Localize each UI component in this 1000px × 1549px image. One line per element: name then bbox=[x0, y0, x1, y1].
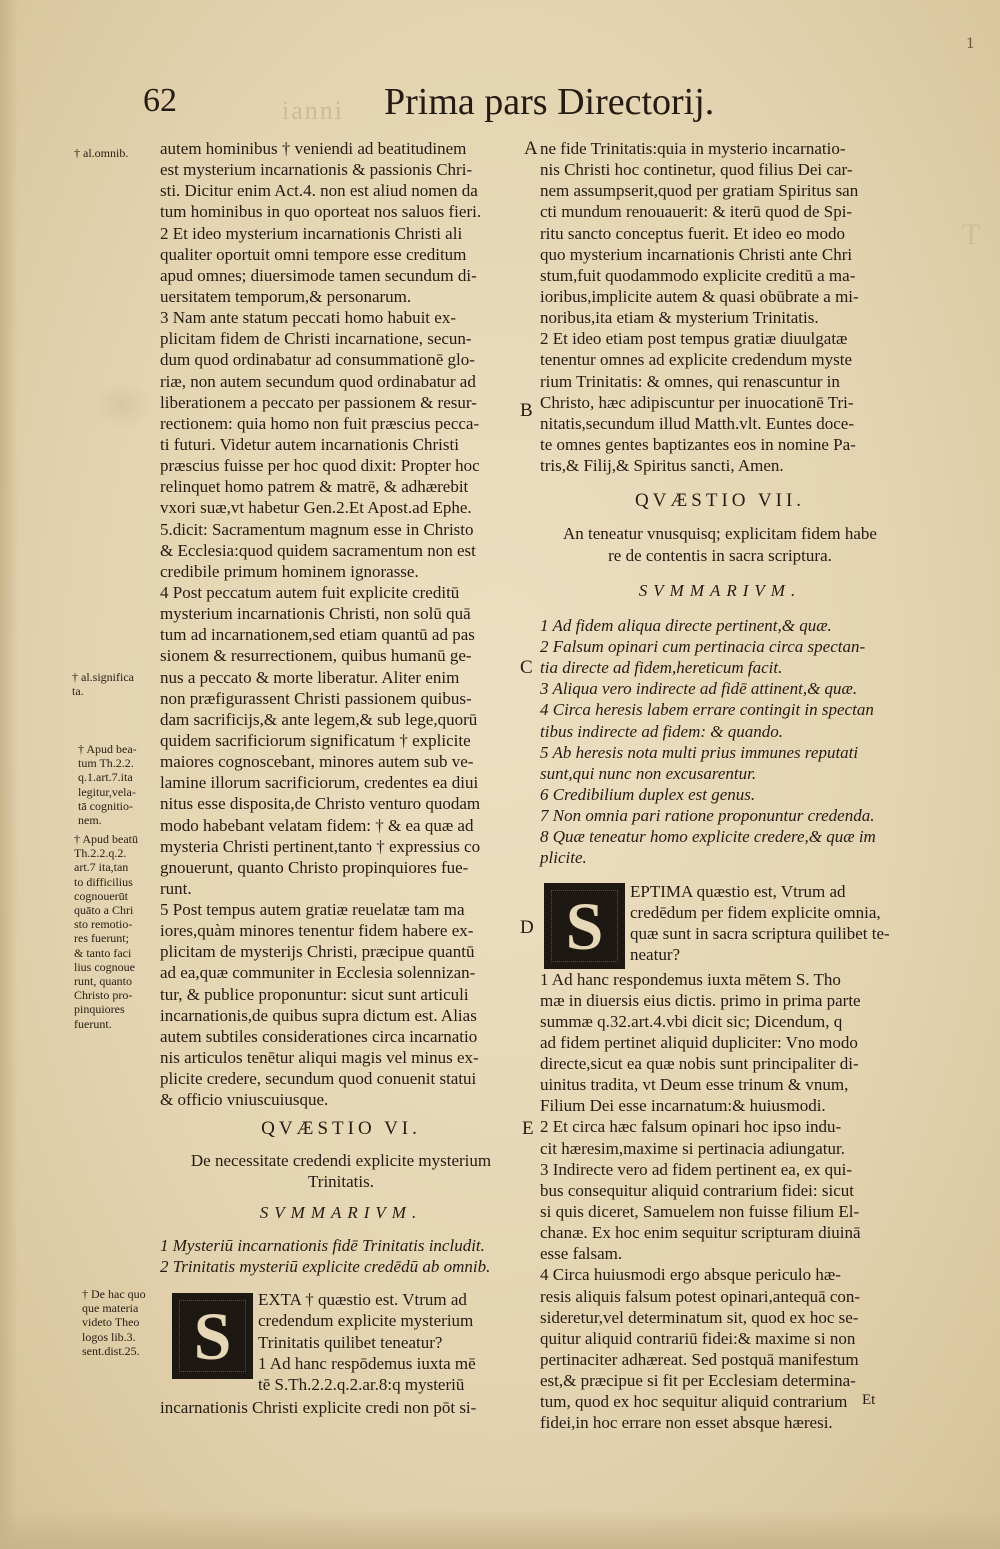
text-line: & officio vniuscuiusque. bbox=[160, 1090, 329, 1110]
question-vii-summary-item: tia directe ad fidem,hereticum facit. bbox=[540, 658, 783, 678]
text-line: mysteria Christi pertinent,tanto † expressius co bbox=[160, 836, 481, 856]
text-line: resis aliquis falsum potest opinari,antequā con- bbox=[540, 1286, 861, 1306]
question-vii-summary-item: 1 Ad fidem aliqua directe pertinent,& quæ. bbox=[540, 615, 832, 635]
right-column bbox=[540, 138, 900, 1434]
text-line: ne fide Trinitatis:quia in mysterio incarnatio- bbox=[540, 139, 846, 158]
marginal-note bbox=[78, 742, 137, 827]
text-line: nis articulos tenētur aliqui magis vel minus ex- bbox=[160, 1048, 479, 1068]
text-line: chanæ. Ex hoc enim sequitur scripturam diuinā bbox=[540, 1223, 861, 1243]
text-line: Christo, hæc adipiscuntur per inuocationē Tri- bbox=[540, 392, 854, 412]
question-vii-title-line: An teneatur vnusquisq; explicitam fidem habe bbox=[563, 524, 877, 544]
text-line: tum hominibus in quo oporteat nos saluos fieri. bbox=[160, 202, 482, 222]
text-line: directe,sicut ea quæ nobis sunt principaliter di- bbox=[540, 1054, 859, 1074]
text-line: plicitam de mysterijs Christi, præcipue quantū bbox=[160, 942, 475, 962]
section-letter-b: B bbox=[520, 400, 533, 421]
marginal-note-line: pinquiores bbox=[74, 1002, 125, 1017]
text-line: rium Trinitatis: & omnes, qui renascuntur in bbox=[540, 371, 840, 391]
decorated-initial: S bbox=[544, 883, 625, 969]
page-bottom-shadow bbox=[0, 1509, 1000, 1549]
text-line: uinitus tradita, vt Deum esse trinum & vnum, bbox=[540, 1075, 849, 1095]
text-line: tenentur omnes ad explicite credendum myste bbox=[540, 350, 853, 370]
question-vi-intro-line: credendum explicite mysterium bbox=[258, 1311, 474, 1331]
text-line: riæ, non autem secundum quod ordinabatur ad bbox=[160, 371, 476, 391]
question-vi-summary-item: 2 Trinitatis mysteriū explicite credēdū ab omnib. bbox=[160, 1257, 491, 1277]
section-letter-d: D bbox=[520, 917, 534, 938]
question-vii-summary-item: tibus indirecte ad fidem: & quando. bbox=[540, 721, 784, 741]
question-vii-intro-line: quæ sunt in sacra scriptura quilibet te- bbox=[630, 923, 890, 943]
marginal-note-line: Christo pro- bbox=[74, 988, 133, 1003]
text-line: autem hominibus † veniendi ad beatitudinem bbox=[160, 139, 467, 158]
marginal-note-line: videto Theo bbox=[82, 1315, 140, 1330]
bleed-through-letter: T bbox=[962, 218, 981, 251]
marginal-note-line: tā cognitio- bbox=[78, 798, 133, 813]
text-line: dam sacrificijs,& ante legem,& sub lege,quorū bbox=[160, 709, 478, 729]
question-vi-intro-line: tē S.Th.2.2.q.2.ar.8:q mysteriū bbox=[258, 1374, 465, 1394]
question-vii-summary bbox=[540, 615, 900, 869]
text-line: 3 Nam ante statum peccati homo habuit ex- bbox=[160, 308, 456, 328]
text-line: & Ecclesia:quod quidem sacramentum non est bbox=[160, 540, 476, 560]
text-line: ti futuri. Videtur autem incarnationis Christi bbox=[160, 434, 459, 454]
marginal-note-line: ta. bbox=[72, 684, 84, 699]
question-vi-title-line: De necessitate credendi explicite mysterium bbox=[190, 1150, 492, 1170]
text-line: sionem & resurrectionem, quibus humanū ge- bbox=[160, 646, 472, 666]
text-line: pertinaciter adhæreat. Sed postquā manifestum bbox=[540, 1350, 859, 1370]
page-number: 62 bbox=[143, 82, 177, 119]
text-line: gnouerunt, quanto Christo propinquiores fue- bbox=[160, 857, 469, 877]
text-line: stum,fuit quodammodo explicite creditū a ma- bbox=[540, 265, 856, 285]
question-vii-body bbox=[540, 969, 900, 1434]
question-vi-title-line: Trinitatis. bbox=[308, 1171, 374, 1191]
marginal-note-line: tum Th.2.2. bbox=[78, 756, 134, 771]
text-line: 4 Post peccatum autem fuit explicite creditū bbox=[160, 582, 460, 602]
question-vii-summary-item: 6 Credibilium duplex est genus. bbox=[540, 784, 756, 804]
text-line: ioribus,implicite autem & quasi obūbrate a mi- bbox=[540, 286, 859, 306]
marginal-note-line: lius cognoue bbox=[74, 959, 135, 974]
text-line: plicitam fidem de Christi incarnatione, secun- bbox=[160, 329, 472, 349]
text-line: nem assumpserit,quod per gratiam Spiritus san bbox=[540, 181, 859, 201]
question-vi-intro bbox=[160, 1289, 522, 1397]
text-line: maiores cognoscebant, minores autem sub ve- bbox=[160, 752, 474, 772]
running-head-title: Prima pars Directorij. bbox=[384, 81, 715, 123]
corner-mark: 1 bbox=[966, 36, 975, 52]
question-vii-summary-item: plicite. bbox=[540, 848, 587, 868]
question-vi-intro-line: incarnationis Christi explicite credi non pōt si- bbox=[160, 1398, 477, 1418]
marginal-note-line: res fuerunt; bbox=[74, 931, 129, 946]
text-line: noribus,ita etiam & mysterium Trinitatis. bbox=[540, 308, 819, 328]
text-line: quidem sacrificiorum significatum † explicite bbox=[160, 730, 471, 750]
marginal-note-line: to difficilius bbox=[74, 874, 133, 889]
text-line: mysterium incarnationis Christi, non solū quā bbox=[160, 604, 471, 624]
text-line: tris,& Filij,& Spiritus sancti, Amen. bbox=[540, 456, 784, 476]
text-line: nis Christi hoc continetur, quod filius Dei car- bbox=[540, 160, 853, 180]
question-vii-intro-line: credēdum per fidem explicite omnia, bbox=[630, 902, 881, 922]
bleed-through-text: ianni bbox=[282, 96, 344, 125]
marginal-note-line: & tanto faci bbox=[74, 945, 132, 960]
text-line: dum quod ordinabatur ad consummationē glo- bbox=[160, 350, 475, 370]
section-letter-c: C bbox=[520, 657, 533, 678]
marginal-note-line: † Apud beatū bbox=[74, 832, 138, 846]
question-vii-summary-item: 5 Ab heresis nota multi prius immunes reputati bbox=[540, 742, 859, 762]
text-line: lamine illorum sacrificiorum, credentes ea diui bbox=[160, 773, 479, 793]
question-vii-summarium: SVMMARIVM. bbox=[638, 580, 802, 600]
text-line: quitur aliquid contrariū fidei:& maxime si non bbox=[540, 1328, 856, 1348]
text-line: nus a peccato & morte liberatur. Aliter enim bbox=[160, 667, 460, 687]
right-column-top bbox=[540, 138, 900, 476]
marginal-note-line: fuerunt. bbox=[74, 1016, 112, 1031]
text-line: cti mundum renouauerit: & iterū quod de Spi- bbox=[540, 202, 853, 222]
paper-stain bbox=[92, 380, 152, 430]
left-column bbox=[160, 138, 522, 1418]
text-line: vxori suæ,vt habetur Gen.2.Et Apost.ad Ephe. bbox=[160, 498, 472, 518]
text-line: modo habebant velatam fidem: † & ea quæ ad bbox=[160, 815, 474, 835]
section-letter-a: A bbox=[524, 138, 538, 159]
text-line: relinquet homo patrem & matrē, & adhærebit bbox=[160, 477, 469, 497]
marginal-note-line: quāto a Chri bbox=[74, 903, 134, 918]
text-line: credibile primum hominem ignorasse. bbox=[160, 561, 419, 581]
marginal-note bbox=[82, 1287, 146, 1358]
text-line: cit hæresim,maxime si pertinacia adiungatur. bbox=[540, 1138, 845, 1158]
text-line: non præfigurassent Christi passionem quibus- bbox=[160, 688, 472, 708]
text-line: nitus esse disposita,de Christo venturo quodam bbox=[160, 794, 481, 814]
text-line: præscius fuisse per hoc quod dixit: Propter hoc bbox=[160, 456, 480, 476]
text-line: 1 Ad hanc respondemus iuxta mētem S. Tho bbox=[540, 969, 841, 989]
question-vi-intro-line: Trinitatis quilibet teneatur? bbox=[258, 1332, 443, 1352]
question-vii-heading: QVÆSTIO VII. bbox=[634, 490, 806, 512]
question-vii-summary-item: 8 Quæ teneatur homo explicite credere,& quæ im bbox=[540, 827, 876, 847]
text-line: tur, & publice proponuntur: sicut sunt articuli bbox=[160, 984, 469, 1004]
text-line: 4 Circa huiusmodi ergo absque periculo hæ- bbox=[540, 1265, 841, 1285]
question-vi-heading: QVÆSTIO VI. bbox=[261, 1118, 421, 1140]
question-vii-intro-line: neatur? bbox=[630, 944, 681, 964]
marginal-note-line: Th.2.2.q.2. bbox=[74, 846, 127, 861]
text-line: sti. Dicitur enim Act.4. non est aliud nomen da bbox=[160, 181, 478, 201]
text-line: uersitatem temporum,& personarum. bbox=[160, 286, 412, 306]
marginal-note-line: logos lib.3. bbox=[82, 1329, 136, 1344]
text-line: runt. bbox=[160, 878, 192, 898]
text-line: est,& præcipue si fit per Ecclesiam determina- bbox=[540, 1371, 856, 1391]
text-line: nitatis,secundum illud Matth.vlt. Euntes doce- bbox=[540, 413, 854, 433]
text-line: ad fidem pertinet aliquid dupliciter: Vno modo bbox=[540, 1032, 858, 1052]
question-vii-intro bbox=[540, 881, 900, 969]
marginal-note-line: sto remotio- bbox=[74, 917, 133, 932]
text-line: bus consequitur aliquid contrarium fidei: sicut bbox=[540, 1180, 854, 1200]
marginal-note-line: art.7 ita,tan bbox=[74, 860, 129, 875]
text-line: est mysterium incarnationis & passionis Chri- bbox=[160, 160, 473, 180]
text-line: tum, quod ex hoc sequitur aliquid contrarium bbox=[540, 1392, 848, 1412]
text-line: summæ q.32.art.4.vbi dicit sic; Dicendum, q bbox=[540, 1011, 843, 1031]
text-line: iores,quàm minores tenentur fidem habere ex- bbox=[160, 921, 474, 941]
marginal-note-line: † Apud bea- bbox=[78, 742, 137, 756]
marginal-note bbox=[74, 832, 138, 1031]
text-line: 5 Post tempus autem gratiæ reuelatæ tam ma bbox=[160, 900, 465, 920]
text-line: 3 Indirecte vero ad fidem pertinent ea, ex qui- bbox=[540, 1159, 853, 1179]
question-vii-summary-item: sunt,qui nunc non excusarentur. bbox=[540, 763, 757, 783]
question-vii-intro-line: EPTIMA quæstio est, Vtrum ad bbox=[630, 881, 846, 901]
text-line: ad ea,quæ communiter in Ecclesia solennizan- bbox=[160, 963, 476, 983]
marginal-note-line: legitur,vela- bbox=[78, 784, 136, 799]
text-line: si quis diceret, Samuelem non fuisse filium El- bbox=[540, 1202, 860, 1222]
marginal-note bbox=[74, 146, 128, 160]
text-line: Filium Dei esse incarnatum:& huiusmodi. bbox=[540, 1096, 826, 1116]
question-vii-title-line: re de contentis in sacra scriptura. bbox=[608, 545, 832, 565]
page-edge-shadow bbox=[0, 0, 18, 1549]
question-vi-intro-line: 1 Ad hanc respōdemus iuxta mē bbox=[258, 1353, 476, 1373]
text-line: 2 Et circa hæc falsum opinari hoc ipso indu- bbox=[540, 1117, 842, 1137]
text-line: apud omnes; diuersimode tamen secundum di- bbox=[160, 265, 477, 285]
question-vi-summary-item: 1 Mysteriū incarnationis fidē Trinitatis includit. bbox=[160, 1236, 485, 1256]
question-vii-summary-item: 2 Falsum opinari cum pertinacia circa spectan- bbox=[540, 636, 866, 656]
text-line: te omnes gentes baptizantes eos in nomine Pa- bbox=[540, 434, 856, 454]
marginal-note-line: † al.omnib. bbox=[74, 146, 129, 160]
marginal-note-line: q.1.art.7.ita bbox=[78, 770, 133, 785]
marginal-note-line: sent.dist.25. bbox=[82, 1343, 140, 1358]
text-line: esse falsam. bbox=[540, 1244, 623, 1264]
text-line: 5.dicit: Sacramentum magnum esse in Christo bbox=[160, 519, 474, 539]
marginal-note-line: que materia bbox=[82, 1301, 139, 1316]
text-line: quo mysterium incarnationis Christi ante Chri bbox=[540, 244, 853, 264]
question-vii-summary-item: 7 Non omnia pari ratione proponuntur credenda. bbox=[540, 806, 875, 826]
text-line: 2 Et ideo etiam post tempus gratiæ diuulgatæ bbox=[540, 329, 848, 349]
text-line: plicite credere, secundum quod conuenit statui bbox=[160, 1069, 477, 1089]
question-vii-summary-item: 4 Circa heresis labem errare contingit in spectan bbox=[540, 700, 874, 720]
text-line: fidei,in hoc errare non esset absque hæresi. bbox=[540, 1413, 833, 1433]
text-line: incarnationis,de quibus supra dictum est. Alias bbox=[160, 1005, 477, 1025]
marginal-note-line: † De hac quo bbox=[82, 1287, 146, 1301]
question-vi-intro-line: EXTA † quæstio est. Vtrum ad bbox=[258, 1290, 467, 1310]
text-line: qualiter oportuit omni tempore esse creditum bbox=[160, 244, 467, 264]
marginal-note-line: runt, quanto bbox=[74, 974, 132, 989]
text-line: liberationem a peccato per passionem & resur- bbox=[160, 392, 477, 412]
marginal-note-line: † al.significa bbox=[72, 670, 134, 684]
catchword: Et bbox=[862, 1392, 876, 1408]
text-line: ritu sancto conceptus fuerit. Et ideo eo modo bbox=[540, 223, 845, 243]
marginal-note-line: cognouerūt bbox=[74, 888, 128, 903]
text-line: tum ad incarnationem,sed etiam quantū ad pas bbox=[160, 625, 475, 645]
marginal-note bbox=[72, 670, 134, 698]
text-line: 2 Et ideo mysterium incarnationis Christi ali bbox=[160, 223, 463, 243]
text-line: rectionem: quia homo non fuit præscius pecca- bbox=[160, 413, 480, 433]
decorated-initial: S bbox=[172, 1293, 253, 1379]
question-vi-summarium: SVMMARIVM. bbox=[259, 1202, 423, 1222]
left-column-body bbox=[160, 138, 522, 1110]
text-line: mæ in diuersis eius dictis. primo in prima parte bbox=[540, 990, 861, 1010]
section-letter-e: E bbox=[522, 1118, 534, 1139]
text-line: autem subtiles considerationes circa incarnatio bbox=[160, 1026, 478, 1046]
question-vii-summary-item: 3 Aliqua vero indirecte ad fidē attinent,& quæ. bbox=[540, 679, 858, 699]
text-line: sideretur,vel determinatum sit, quod ex hoc se- bbox=[540, 1307, 859, 1327]
marginal-note-line: nem. bbox=[78, 813, 102, 828]
